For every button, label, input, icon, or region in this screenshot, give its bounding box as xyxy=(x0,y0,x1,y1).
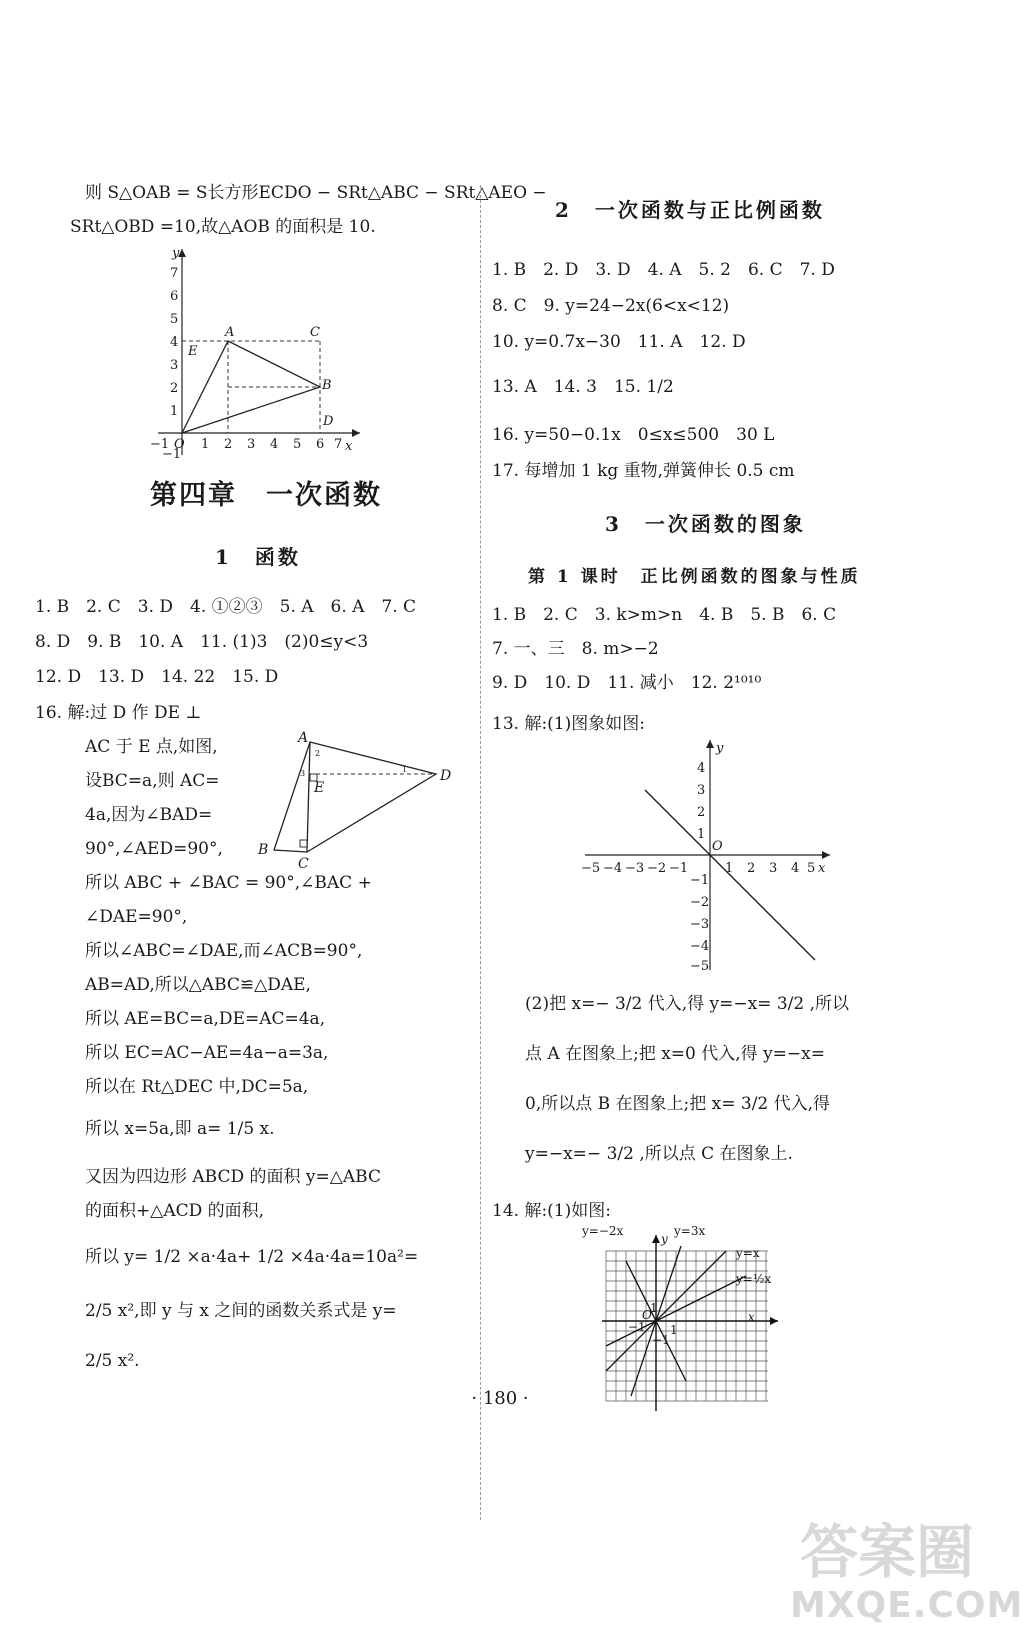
y-tick: 4 xyxy=(697,761,706,776)
point-label: E xyxy=(314,780,325,796)
q16-line: 设BC=a,则 AC= xyxy=(85,771,220,791)
answer-line: 9. D 10. D 11. 减小 12. 2¹⁰¹⁰ xyxy=(492,673,762,693)
x-tick: 5 xyxy=(293,437,302,452)
page-number: · 180 · xyxy=(471,1388,529,1409)
line-label: y=−2x xyxy=(582,1224,624,1238)
q16-line: AB=AD,所以△ABC≌△DAE, xyxy=(85,975,311,995)
q16-line: 所以 x=5a,即 a= 1/5 x. xyxy=(85,1119,275,1139)
y-tick: 1 xyxy=(170,404,179,419)
tick-label: 1 xyxy=(650,1301,658,1315)
x-tick: 1 xyxy=(201,437,210,452)
q16-line: 所以 AE=BC=a,DE=AC=4a, xyxy=(85,1009,326,1029)
column-divider xyxy=(480,185,481,1520)
q16-line: 16. 解:过 D 作 DE ⊥ xyxy=(35,703,202,723)
line-label: y=½x xyxy=(736,1272,772,1286)
y-tick: 5 xyxy=(170,312,179,327)
x-tick: −3 xyxy=(625,861,645,876)
answer-line: 1. B 2. C 3. D 4. ①②③ 5. A 6. A 7. C xyxy=(35,597,417,617)
q16-line: 4a,因为∠BAD= xyxy=(85,805,213,825)
answer-line: 1. B 2. D 3. D 4. A 5. 2 6. C 7. D xyxy=(492,260,835,280)
x-tick: −1 xyxy=(150,437,170,452)
x-tick: 5 xyxy=(807,861,816,876)
x-tick: −5 xyxy=(581,861,601,876)
point-label: C xyxy=(298,856,309,872)
x-tick: −1 xyxy=(669,861,689,876)
q14-line: 14. 解:(1)如图: xyxy=(492,1201,611,1221)
q16-line: 2/5 x². xyxy=(85,1351,140,1371)
x-tick: −4 xyxy=(603,861,623,876)
line-label: y=3x xyxy=(674,1224,706,1238)
point-label: D xyxy=(323,414,334,429)
tick-label: −1 xyxy=(628,1320,646,1334)
q16-line: AC 于 E 点,如图, xyxy=(85,737,218,757)
answer-line: 10. y=0.7x−30 11. A 12. D xyxy=(492,332,746,352)
q16-line: 所以 y= 1/2 ×a·4a+ 1/2 ×4a·4a=10a²= xyxy=(85,1247,419,1267)
answer-line: 8. D 9. B 10. A 11. (1)3 (2)0≤y<3 xyxy=(35,632,369,652)
q16-line: 所以 ABC + ∠BAC = 90°,∠BAC + xyxy=(85,873,372,893)
y-tick: 7 xyxy=(170,266,179,281)
x-tick: 4 xyxy=(270,437,279,452)
answer-line: 13. A 14. 3 15. 1/2 xyxy=(492,377,674,397)
x-tick: 3 xyxy=(769,861,778,876)
x-tick: 2 xyxy=(747,861,756,876)
point-label: C xyxy=(310,325,320,340)
section-1-title: 1 函数 xyxy=(215,545,301,569)
lesson-title: 第 1 课时 正比例函数的图象与性质 xyxy=(528,567,861,587)
intro-line-1: 则 S△OAB = S长方形ECDO − SRt△ABC − SRt△AEO − xyxy=(85,183,547,203)
y-tick: 1 xyxy=(697,827,706,842)
y-tick: −2 xyxy=(690,895,710,910)
axis-y-label: y xyxy=(172,246,180,261)
axis-x-label: x xyxy=(345,439,353,454)
answer-line: 1. B 2. C 3. k>m>n 4. B 5. B 6. C xyxy=(492,605,837,625)
q16-line: 所以在 Rt△DEC 中,DC=5a, xyxy=(85,1077,309,1097)
y-tick: 3 xyxy=(697,783,706,798)
y-tick: −1 xyxy=(690,873,710,888)
y-tick: 4 xyxy=(170,335,179,350)
q16-line: 又因为四边形 ABCD 的面积 y=△ABC xyxy=(85,1167,381,1187)
q16-line: ∠DAE=90°, xyxy=(85,907,188,927)
answer-line: 13. 解:(1)图象如图: xyxy=(492,714,645,734)
y-tick: 3 xyxy=(170,358,179,373)
angle-mark: 2 xyxy=(315,749,321,758)
answer-line: 8. C 9. y=24−2x(6<x<12) xyxy=(492,296,730,316)
axis-y-label: y xyxy=(716,741,724,756)
point-label: B xyxy=(322,378,332,393)
q16-line: 2/5 x²,即 y 与 x 之间的函数关系式是 y= xyxy=(85,1301,397,1321)
line-label: y=x xyxy=(736,1246,760,1260)
figure-line-y-neg-x xyxy=(581,738,835,974)
section-3-title: 3 一次函数的图象 xyxy=(605,512,806,536)
answer-line: 12. D 13. D 14. 22 15. D xyxy=(35,667,279,687)
y-tick: −5 xyxy=(690,959,710,974)
answer-line: 7. 一、三 8. m>−2 xyxy=(492,639,659,659)
q16-line: 所以 EC=AC−AE=4a−a=3a, xyxy=(85,1043,329,1063)
tick-label: 1 xyxy=(670,1323,678,1337)
section-2-title: 2 一次函数与正比例函数 xyxy=(555,198,825,222)
q16-line: 的面积+△ACD 的面积, xyxy=(85,1201,265,1221)
q16-line: 所以∠ABC=∠DAE,而∠ACB=90°, xyxy=(85,941,363,961)
origin-label: O xyxy=(174,437,185,452)
chapter-title: 第四章 一次函数 xyxy=(150,480,382,511)
figure-coordinate-aob xyxy=(140,243,370,463)
axis-y-label: y xyxy=(661,1232,668,1246)
q16-line: 90°,∠AED=90°, xyxy=(85,839,223,859)
point-label: A xyxy=(298,730,309,746)
figure-grid-four-lines xyxy=(582,1223,832,1413)
angle-mark: 1 xyxy=(402,765,408,774)
point-label: A xyxy=(225,325,235,340)
y-tick: 6 xyxy=(170,289,179,304)
x-tick: −2 xyxy=(647,861,667,876)
x-tick: 3 xyxy=(247,437,256,452)
x-tick: 6 xyxy=(316,437,325,452)
point-label: D xyxy=(440,768,452,784)
axis-x-label: x xyxy=(818,861,826,876)
tick-label: −1 xyxy=(652,1333,670,1347)
origin-label: O xyxy=(712,839,723,854)
y-tick: −3 xyxy=(690,917,710,932)
q13-part2-line: 0,所以点 B 在图象上;把 x= 3/2 代入,得 xyxy=(525,1094,831,1114)
q13-part2-line: 点 A 在图象上;把 x=0 代入,得 y=−x= xyxy=(525,1044,825,1064)
y-tick: 2 xyxy=(170,381,179,396)
y-tick: −4 xyxy=(690,939,710,954)
watermark-url: MXQE.COM xyxy=(790,1585,1023,1626)
answer-line: 17. 每增加 1 kg 重物,弹簧伸长 0.5 cm xyxy=(492,461,795,481)
y-tick: −1 xyxy=(162,447,182,462)
x-tick: 4 xyxy=(791,861,800,876)
y-tick: 2 xyxy=(697,805,706,820)
figure-quadrilateral-abcd xyxy=(258,730,467,877)
watermark-logo: 答案圈 xyxy=(800,1518,975,1586)
answer-line: 16. y=50−0.1x 0≤x≤500 30 L xyxy=(492,425,775,445)
origin-label: O xyxy=(642,1308,652,1322)
x-tick: 2 xyxy=(224,437,233,452)
intro-line-2: SRt△OBD =10,故△AOB 的面积是 10. xyxy=(70,217,376,237)
axis-x-label: x xyxy=(748,1310,755,1324)
point-label: B xyxy=(258,842,269,858)
q13-part2-line: (2)把 x=− 3/2 代入,得 y=−x= 3/2 ,所以 xyxy=(525,994,850,1014)
point-label: E xyxy=(188,344,198,359)
x-tick: 1 xyxy=(725,861,734,876)
x-tick: 7 xyxy=(334,437,343,452)
q13-part2-line: y=−x=− 3/2 ,所以点 C 在图象上. xyxy=(525,1144,793,1164)
angle-mark: 3 xyxy=(300,769,306,778)
